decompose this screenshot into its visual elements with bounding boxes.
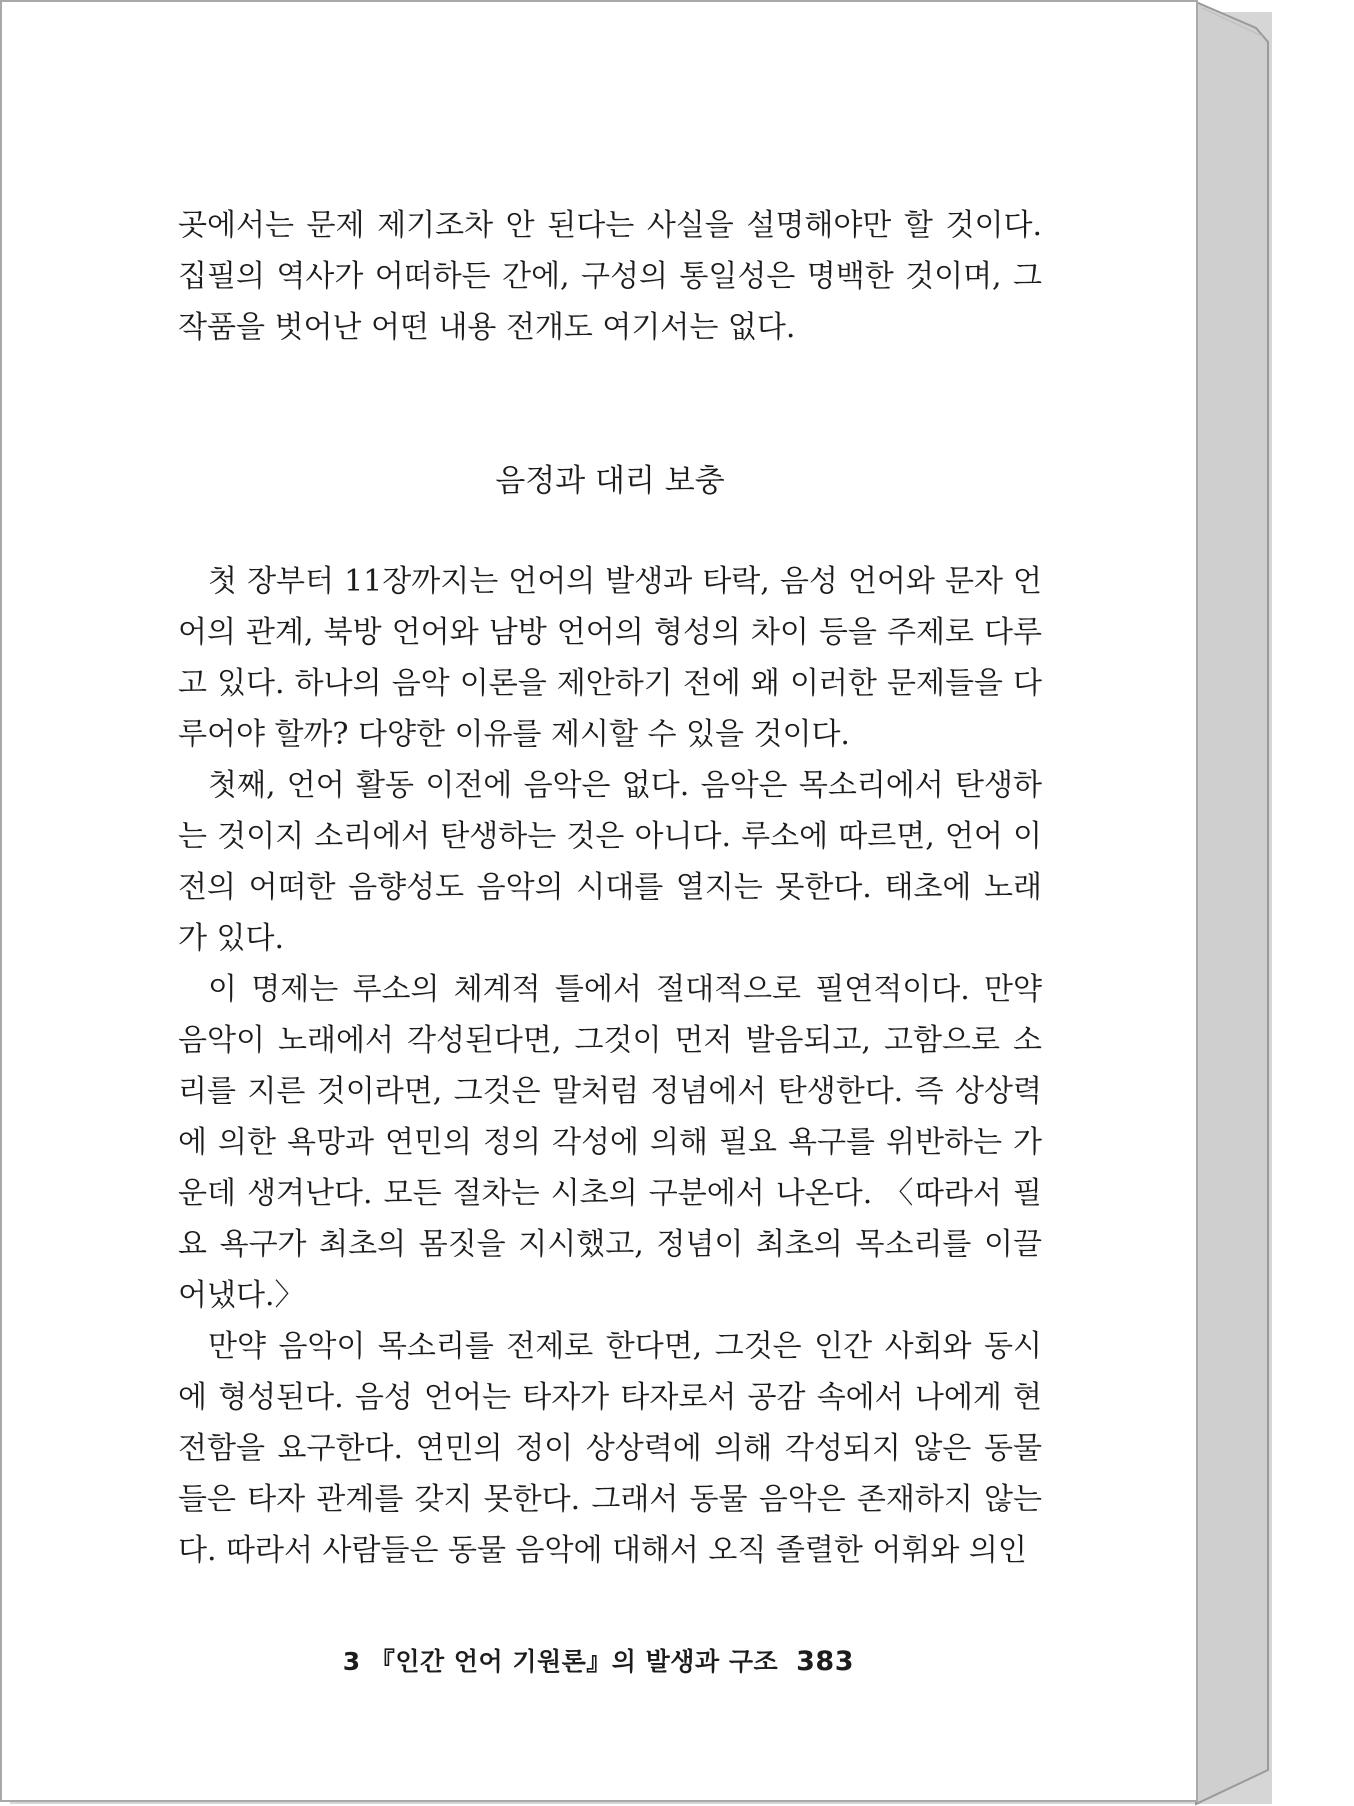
body-text: [178, 556, 1042, 1576]
continued-paragraph: [178, 200, 1042, 353]
section-heading: 음정과 대리 보충: [495, 463, 725, 499]
running-title: 3 『인간 언어 기원론』의 발생과 구조: [342, 1647, 779, 1676]
paragraph: 만약 음악이 목소리를 전제로 한다면, 그것은 인간 사회와 동시에 형성된다. 음성 언어는 타자가 타자로서 공감 속에서 나에게 현전함을 요구한다. 연민의 정이 상상력에 의해 각성되지 않은 동물들은 타자 관계를 갖지 못한다. 그래서 동물 음악은 존재하지 않는다. 따라서 사람들은 동물 음악에 대해서 오직 졸렬한 어휘와 의인: [178, 1329, 1042, 1568]
page-number: 383: [796, 1646, 854, 1677]
paragraph: 첫째, 언어 활동 이전에 음악은 없다. 음악은 목소리에서 탄생하는 것이지 소리에서 탄생하는 것은 아니다. 루소에 따르면, 언어 이전의 어떠한 음향성도 음악의 시대를 열지는 못한다. 태초에 노래가 있다.: [178, 768, 1042, 956]
paragraph: 이 명제는 루소의 체계적 틀에서 절대적으로 필연적이다. 만약 음악이 노래에서 각성된다면, 그것이 먼저 발음되고, 고함으로 소리를 지른 것이라면, 그것은 말처럼 정념에서 탄생한다. 즉 상상력에 의한 욕망과 연민의 정의 각성에 의해 필요 욕구를 위반하는 가운데 생겨난다. 모든 절차는 시초의 구분에서 나온다. 〈따라서 필요 욕구가 최초의 몸짓을 지시했고, 정념이 최초의 목소리를 이끌어냈다.〉: [178, 972, 1042, 1313]
paragraph: 곳에서는 문제 제기조차 안 된다는 사실을 설명해야만 할 것이다. 집필의 역사가 어떠하든 간에, 구성의 통일성은 명백한 것이며, 그 작품을 벗어난 어떤 내용 전개도 여기서는 없다.: [178, 208, 1042, 345]
running-footer: [343, 1642, 854, 1678]
paragraph: 첫 장부터 11장까지는 언어의 발생과 타락, 음성 언어와 문자 언어의 관계, 북방 언어와 남방 언어의 형성의 차이 등을 주제로 다루고 있다. 하나의 음악 이론을 제안하기 전에 왜 이러한 문제들을 다루어야 할까? 다양한 이유를 제시할 수 있을 것이다.: [178, 564, 1042, 752]
